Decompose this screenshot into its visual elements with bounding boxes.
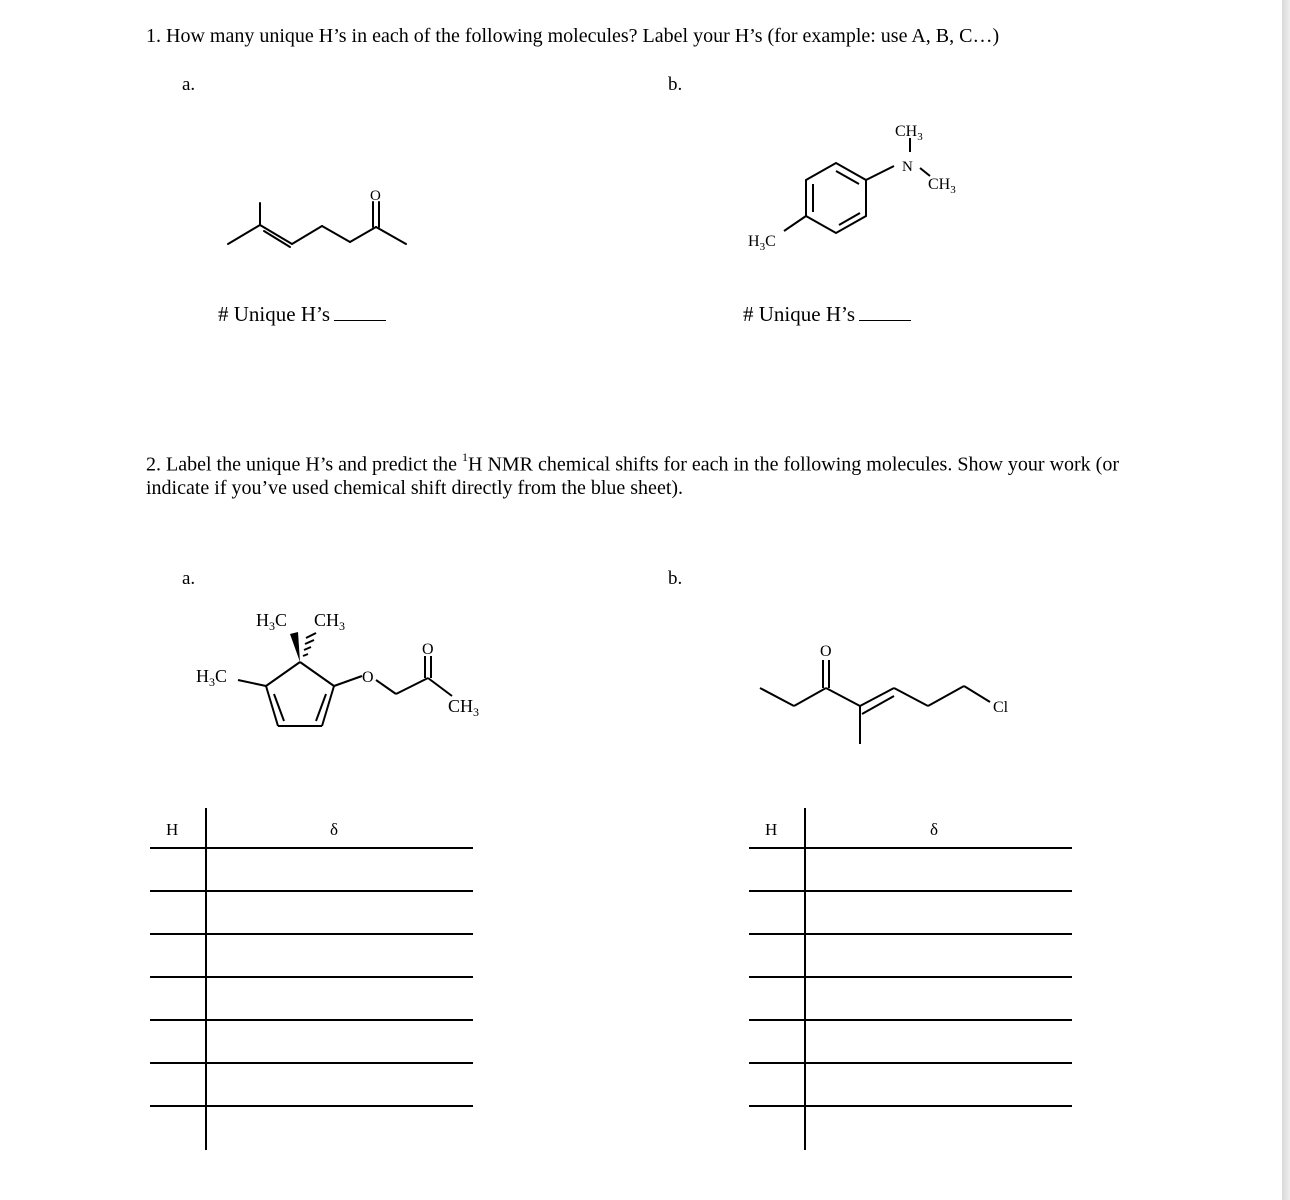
q2b-chlorine: Cl	[993, 699, 1009, 716]
q1b-ch3-top: $CH_3$	[895, 123, 923, 143]
q2b-oxygen: O	[820, 643, 832, 660]
q2a-delta-cell-2[interactable]	[207, 892, 473, 933]
q2a-h3c-left: $H_3C$	[196, 666, 228, 689]
question-2-text: 2. Label the unique H’s and predict the $^1$H NMR chemical shifts for each in the following molecules. Show your work (or indicate if you’ve used chemical shift directly from the blue sheet).	[146, 450, 1119, 499]
page-edge-shadow	[1282, 0, 1290, 1200]
q1-part-a-label: a.	[182, 74, 196, 95]
q1b-h3c: $H_3C$	[748, 233, 776, 253]
q2a-delta-cell-4[interactable]	[207, 978, 473, 1019]
q2a-h-cell-2[interactable]	[150, 892, 205, 933]
q1b-answer-underline[interactable]	[859, 319, 911, 321]
q2a-delta-cell-3[interactable]	[207, 935, 473, 976]
q2b-h-cell-1[interactable]	[749, 849, 804, 890]
q2b-h-cell-6[interactable]	[749, 1064, 804, 1105]
q1b-nitrogen: N	[902, 159, 913, 175]
q2a-ester-oxygen: O	[362, 669, 374, 686]
q2a-delta-cell-5[interactable]	[207, 1021, 473, 1062]
q2a-h-header: H	[166, 820, 179, 839]
q1a-answer-blank[interactable]	[218, 302, 386, 327]
q2b-h-cell-4[interactable]	[749, 978, 804, 1019]
molecule-2b	[750, 630, 1040, 750]
q1b-ch3-right: $CH_3$	[928, 176, 956, 196]
q2b-delta-cell-2[interactable]	[806, 892, 1072, 933]
q1a-answer-underline[interactable]	[334, 319, 386, 321]
q2a-h-cell-3[interactable]	[150, 935, 205, 976]
q2b-h-cell-5[interactable]	[749, 1021, 804, 1062]
q2a-ch3-right: $CH_3$	[448, 696, 480, 719]
q2a-h-cell-6[interactable]	[150, 1064, 205, 1105]
q2b-h-header: H	[765, 820, 778, 839]
q1b-answer-blank[interactable]	[743, 302, 911, 327]
q2b-h-cell-2[interactable]	[749, 892, 804, 933]
question-1-text: 1. How many unique H’s in each of the following molecules? Label your H’s (for example: use A, B, C…)	[146, 25, 1000, 47]
q2a-delta-header: δ	[330, 820, 339, 839]
q2-part-b-label: b.	[668, 568, 683, 589]
q1-part-b-label: b.	[668, 74, 683, 95]
q2b-delta-header: δ	[930, 820, 939, 839]
q2a-delta-cell-6[interactable]	[207, 1064, 473, 1105]
q2a-ch3-top: $CH_3$	[314, 610, 346, 633]
q1a-answer-label: # Unique H’s	[218, 302, 330, 326]
q2a-carbonyl-oxygen: O	[422, 641, 434, 658]
q2b-delta-cell-1[interactable]	[806, 849, 1072, 890]
q1b-answer-label: # Unique H’s	[743, 302, 855, 326]
q2b-delta-cell-6[interactable]	[806, 1064, 1072, 1105]
q2a-h-cell-1[interactable]	[150, 849, 205, 890]
q2b-delta-cell-3[interactable]	[806, 935, 1072, 976]
q2b-nmr-table	[749, 805, 1079, 1155]
q2a-nmr-table	[150, 805, 480, 1155]
molecule-1a	[220, 180, 420, 260]
q1a-oxygen: O	[370, 188, 381, 204]
q2a-h3c-top: $H_3C$	[256, 610, 288, 633]
q2a-h-cell-5[interactable]	[150, 1021, 205, 1062]
q2a-delta-cell-1[interactable]	[207, 849, 473, 890]
q2b-h-cell-3[interactable]	[749, 935, 804, 976]
q2b-delta-cell-5[interactable]	[806, 1021, 1072, 1062]
q2a-h-cell-4[interactable]	[150, 978, 205, 1019]
molecule-2a	[190, 600, 510, 740]
q2b-delta-cell-4[interactable]	[806, 978, 1072, 1019]
q2-part-a-label: a.	[182, 568, 196, 589]
molecule-1b	[742, 118, 972, 258]
